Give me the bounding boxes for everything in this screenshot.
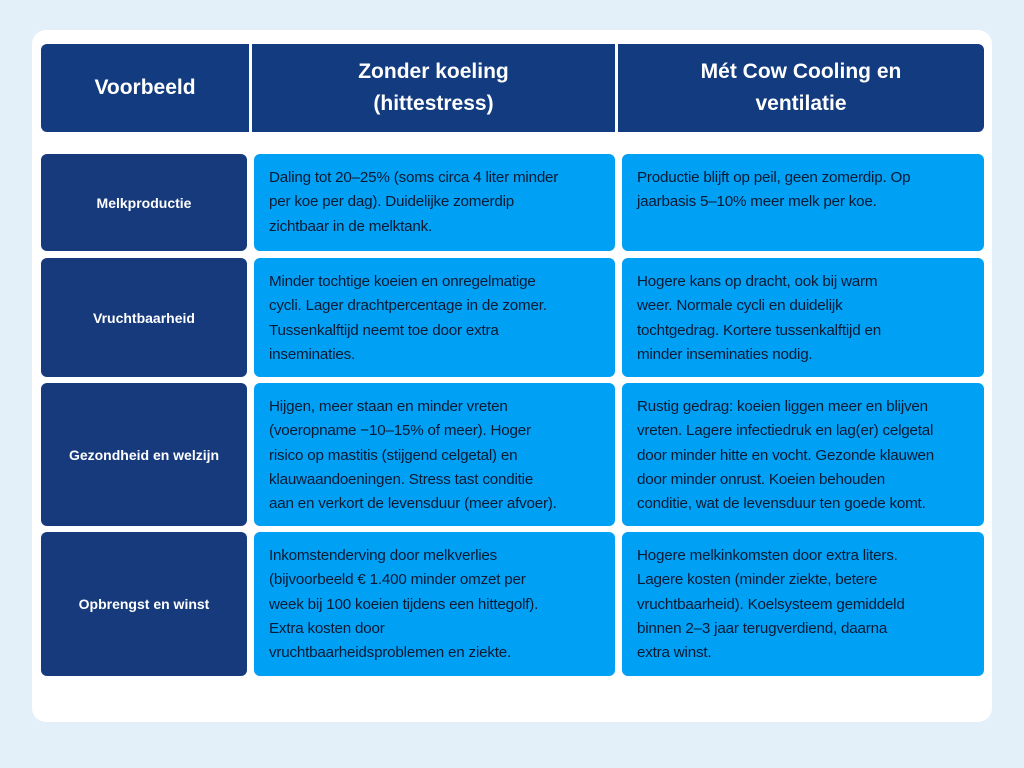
cell-without-cooling: Hijgen, meer staan en minder vreten (voeropname −10–15% of meer). Hoger risico op mastitis (stijgend celgetal) en klauwaandoeningen. Stress tast conditie aan en verkort de levensduur (meer afvoer). [254, 383, 615, 526]
row-label: Gezondheid en welzijn [41, 383, 247, 526]
header-zonder-koeling: Zonder koeling (hittestress) [252, 44, 615, 132]
cell-without-cooling: Inkomstenderving door melkverlies (bijvoorbeeld € 1.400 minder omzet per week bij 100 koeien tijdens een hittegolf). Extra kosten door vruchtbaarheidsproblemen en ziekte. [254, 532, 615, 676]
header-met-cow-cooling: Mét Cow Cooling en ventilatie [618, 44, 984, 132]
cell-without-cooling: Minder tochtige koeien en onregelmatige cycli. Lager drachtpercentage in de zomer. Tussenkalftijd neemt toe door extra inseminaties. [254, 258, 615, 377]
cell-with-cooling: Hogere kans op dracht, ook bij warm weer. Normale cycli en duidelijk tochtgedrag. Kortere tussenkalftijd en minder inseminaties nodig. [622, 258, 984, 377]
row-label: Vruchtbaarheid [41, 258, 247, 377]
row-label: Opbrengst en winst [41, 532, 247, 676]
cell-with-cooling: Hogere melkinkomsten door extra liters. Lagere kosten (minder ziekte, betere vruchtbaarheid). Koelsysteem gemiddeld binnen 2–3 jaar terugverdiend, daarna extra winst. [622, 532, 984, 676]
cell-without-cooling: Daling tot 20–25% (soms circa 4 liter minder per koe per dag). Duidelijke zomerdip zichtbaar in de melktank. [254, 154, 615, 251]
cell-with-cooling: Rustig gedrag: koeien liggen meer en blijven vreten. Lagere infectiedruk en lag(er) celgetal door minder hitte en vocht. Gezonde klauwen door minder onrust. Koeien behouden conditie, wat de levensduur ten goede komt. [622, 383, 984, 526]
header-voorbeeld: Voorbeeld [41, 44, 249, 132]
cell-with-cooling: Productie blijft op peil, geen zomerdip. Op jaarbasis 5–10% meer melk per koe. [622, 154, 984, 251]
row-label: Melkproductie [41, 154, 247, 251]
